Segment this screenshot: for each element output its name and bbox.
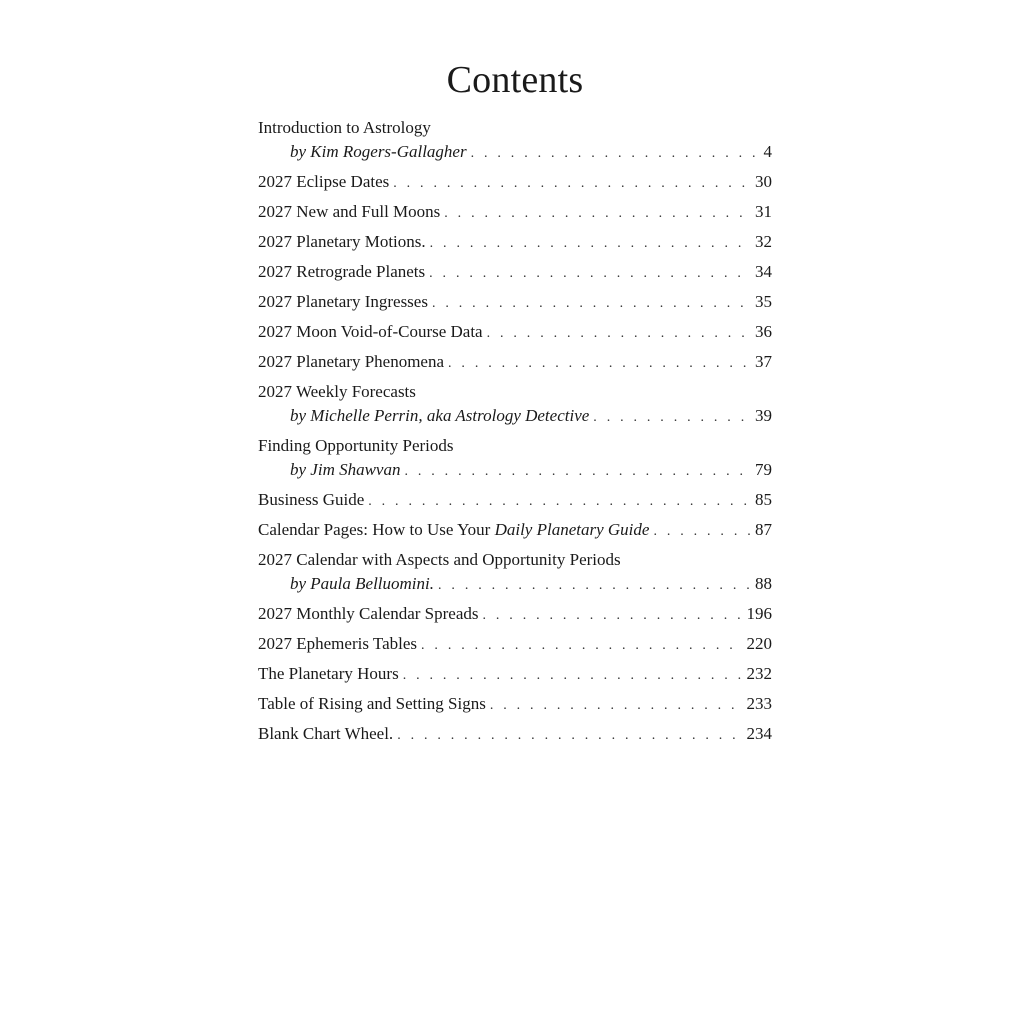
toc-entry bbox=[258, 260, 772, 284]
toc-entry-title-text: Calendar Pages: How to Use Your bbox=[258, 520, 495, 539]
toc-entry-line bbox=[258, 662, 772, 686]
toc-entry-title bbox=[258, 170, 393, 194]
toc-entry-title-text: Business Guide bbox=[258, 490, 365, 509]
dot-leader bbox=[593, 406, 751, 428]
toc-entry-title bbox=[258, 230, 430, 254]
toc-entry-line bbox=[258, 290, 772, 314]
toc-entry-title-text: 2027 New and Full Moons bbox=[258, 202, 441, 221]
toc-entry-line bbox=[258, 260, 772, 284]
toc-entry-heading: 2027 Weekly Forecasts bbox=[258, 382, 416, 401]
toc-entry-title-text: 2027 Planetary Motions. bbox=[258, 232, 426, 251]
toc-entry bbox=[258, 518, 772, 542]
toc-entry bbox=[258, 116, 772, 164]
toc-entry-italic-text: by Kim Rogers-Gallagher bbox=[290, 142, 467, 161]
dot-leader bbox=[403, 664, 743, 686]
toc-entry-title-text: Table of Rising and Setting Signs bbox=[258, 694, 486, 713]
toc-entry-line bbox=[258, 572, 772, 596]
dot-leader bbox=[483, 604, 743, 626]
toc-entry-page-number: 87 bbox=[755, 520, 772, 539]
toc-entry-title bbox=[258, 602, 483, 626]
toc-entry-italic-text: by Jim Shawvan bbox=[290, 460, 401, 479]
toc-entry bbox=[258, 320, 772, 344]
toc-entry-italic-text: by Michelle Perrin, aka Astrology Detective bbox=[290, 406, 590, 425]
toc-entry-title bbox=[258, 662, 403, 686]
toc-entry-page-number: 30 bbox=[755, 172, 772, 191]
toc-entry-line bbox=[258, 722, 772, 746]
toc-entry-italic-text: Daily Planetary Guide bbox=[494, 520, 650, 539]
toc-entry-line bbox=[258, 230, 772, 254]
toc-entry-page-number: 85 bbox=[755, 490, 772, 509]
dot-leader bbox=[448, 352, 751, 374]
toc-entry bbox=[258, 200, 772, 224]
toc-entry-page-number: 34 bbox=[755, 262, 772, 281]
toc-entry-heading: Introduction to Astrology bbox=[258, 118, 431, 137]
toc-entry bbox=[258, 548, 772, 596]
toc-entry-title-text: 2027 Planetary Ingresses bbox=[258, 292, 428, 311]
toc-entry-title bbox=[258, 350, 448, 374]
toc-entry-title bbox=[258, 488, 368, 512]
dot-leader bbox=[404, 460, 751, 482]
toc-entry-title bbox=[290, 458, 404, 482]
toc-entry bbox=[258, 434, 772, 482]
table-of-contents bbox=[258, 116, 772, 746]
toc-entry-heading: Finding Opportunity Periods bbox=[258, 436, 454, 455]
page-title: Contents bbox=[446, 59, 584, 101]
toc-entry-title bbox=[258, 692, 490, 716]
dot-leader bbox=[444, 202, 751, 224]
dot-leader bbox=[487, 322, 751, 344]
contents-page bbox=[258, 58, 772, 752]
toc-entry-page-number: 39 bbox=[755, 406, 772, 425]
toc-entry bbox=[258, 488, 772, 512]
toc-entry-line bbox=[258, 200, 772, 224]
toc-entry-title bbox=[258, 722, 397, 746]
toc-entry-title bbox=[258, 200, 444, 224]
toc-entry-title-text: 2027 Planetary Phenomena bbox=[258, 352, 445, 371]
toc-entry-title bbox=[258, 632, 421, 656]
toc-entry-title-text: The Planetary Hours bbox=[258, 664, 399, 683]
toc-entry-title-text: 2027 Moon Void-of-Course Data bbox=[258, 322, 483, 341]
toc-entry bbox=[258, 692, 772, 716]
toc-entry-title bbox=[258, 518, 653, 542]
toc-entry bbox=[258, 230, 772, 254]
toc-entry-line bbox=[258, 518, 772, 542]
toc-entry-title bbox=[258, 320, 487, 344]
toc-entry-title bbox=[290, 572, 438, 596]
toc-entry bbox=[258, 662, 772, 686]
toc-entry-title-text: 2027 Retrograde Planets bbox=[258, 262, 426, 281]
dot-leader bbox=[368, 490, 751, 512]
toc-entry bbox=[258, 602, 772, 626]
dot-leader bbox=[432, 292, 751, 314]
toc-entry-page-number: 31 bbox=[755, 202, 772, 221]
toc-entry-page-number: 35 bbox=[755, 292, 772, 311]
toc-entry bbox=[258, 722, 772, 746]
toc-entry-title bbox=[258, 260, 429, 284]
toc-entry-title bbox=[258, 290, 432, 314]
toc-entry-title-text: 2027 Monthly Calendar Spreads bbox=[258, 604, 479, 623]
dot-leader bbox=[393, 172, 751, 194]
dot-leader bbox=[438, 574, 751, 596]
toc-entry-page-number: 32 bbox=[755, 232, 772, 251]
toc-entry-title bbox=[290, 140, 471, 164]
toc-entry-page-number: 220 bbox=[746, 634, 772, 653]
toc-entry-page-number: 233 bbox=[746, 694, 772, 713]
dot-leader bbox=[430, 232, 751, 254]
dot-leader bbox=[471, 142, 760, 164]
dot-leader bbox=[490, 694, 743, 716]
toc-entry bbox=[258, 380, 772, 428]
toc-entry-page-number: 234 bbox=[746, 724, 772, 743]
toc-entry bbox=[258, 632, 772, 656]
dot-leader bbox=[653, 520, 751, 542]
toc-entry-italic-text: by Paula Belluomini. bbox=[290, 574, 435, 593]
dot-leader bbox=[421, 634, 742, 656]
dot-leader bbox=[397, 724, 742, 746]
toc-entry-line bbox=[258, 692, 772, 716]
toc-entry bbox=[258, 290, 772, 314]
toc-entry-page-number: 196 bbox=[746, 604, 772, 623]
toc-entry-line bbox=[258, 488, 772, 512]
toc-entry-title bbox=[290, 404, 593, 428]
toc-entry-line bbox=[258, 602, 772, 626]
toc-entry bbox=[258, 350, 772, 374]
toc-entry-line bbox=[258, 632, 772, 656]
toc-entry-page-number: 37 bbox=[755, 352, 772, 371]
toc-entry-title-text: 2027 Ephemeris Tables bbox=[258, 634, 418, 653]
toc-entry-line bbox=[258, 140, 772, 164]
toc-entry-page-number: 232 bbox=[746, 664, 772, 683]
toc-entry-line bbox=[258, 404, 772, 428]
toc-entry-title-text: 2027 Eclipse Dates bbox=[258, 172, 390, 191]
toc-entry-title-text: Blank Chart Wheel. bbox=[258, 724, 394, 743]
toc-entry-line bbox=[258, 458, 772, 482]
toc-entry-page-number: 36 bbox=[755, 322, 772, 341]
toc-entry-line bbox=[258, 170, 772, 194]
dot-leader bbox=[429, 262, 751, 284]
toc-entry-line bbox=[258, 320, 772, 344]
toc-entry-page-number: 4 bbox=[763, 142, 772, 161]
toc-entry-line bbox=[258, 350, 772, 374]
toc-entry bbox=[258, 170, 772, 194]
toc-entry-page-number: 79 bbox=[755, 460, 772, 479]
toc-entry-heading: 2027 Calendar with Aspects and Opportunity Periods bbox=[258, 550, 621, 569]
toc-entry-page-number: 88 bbox=[755, 574, 772, 593]
